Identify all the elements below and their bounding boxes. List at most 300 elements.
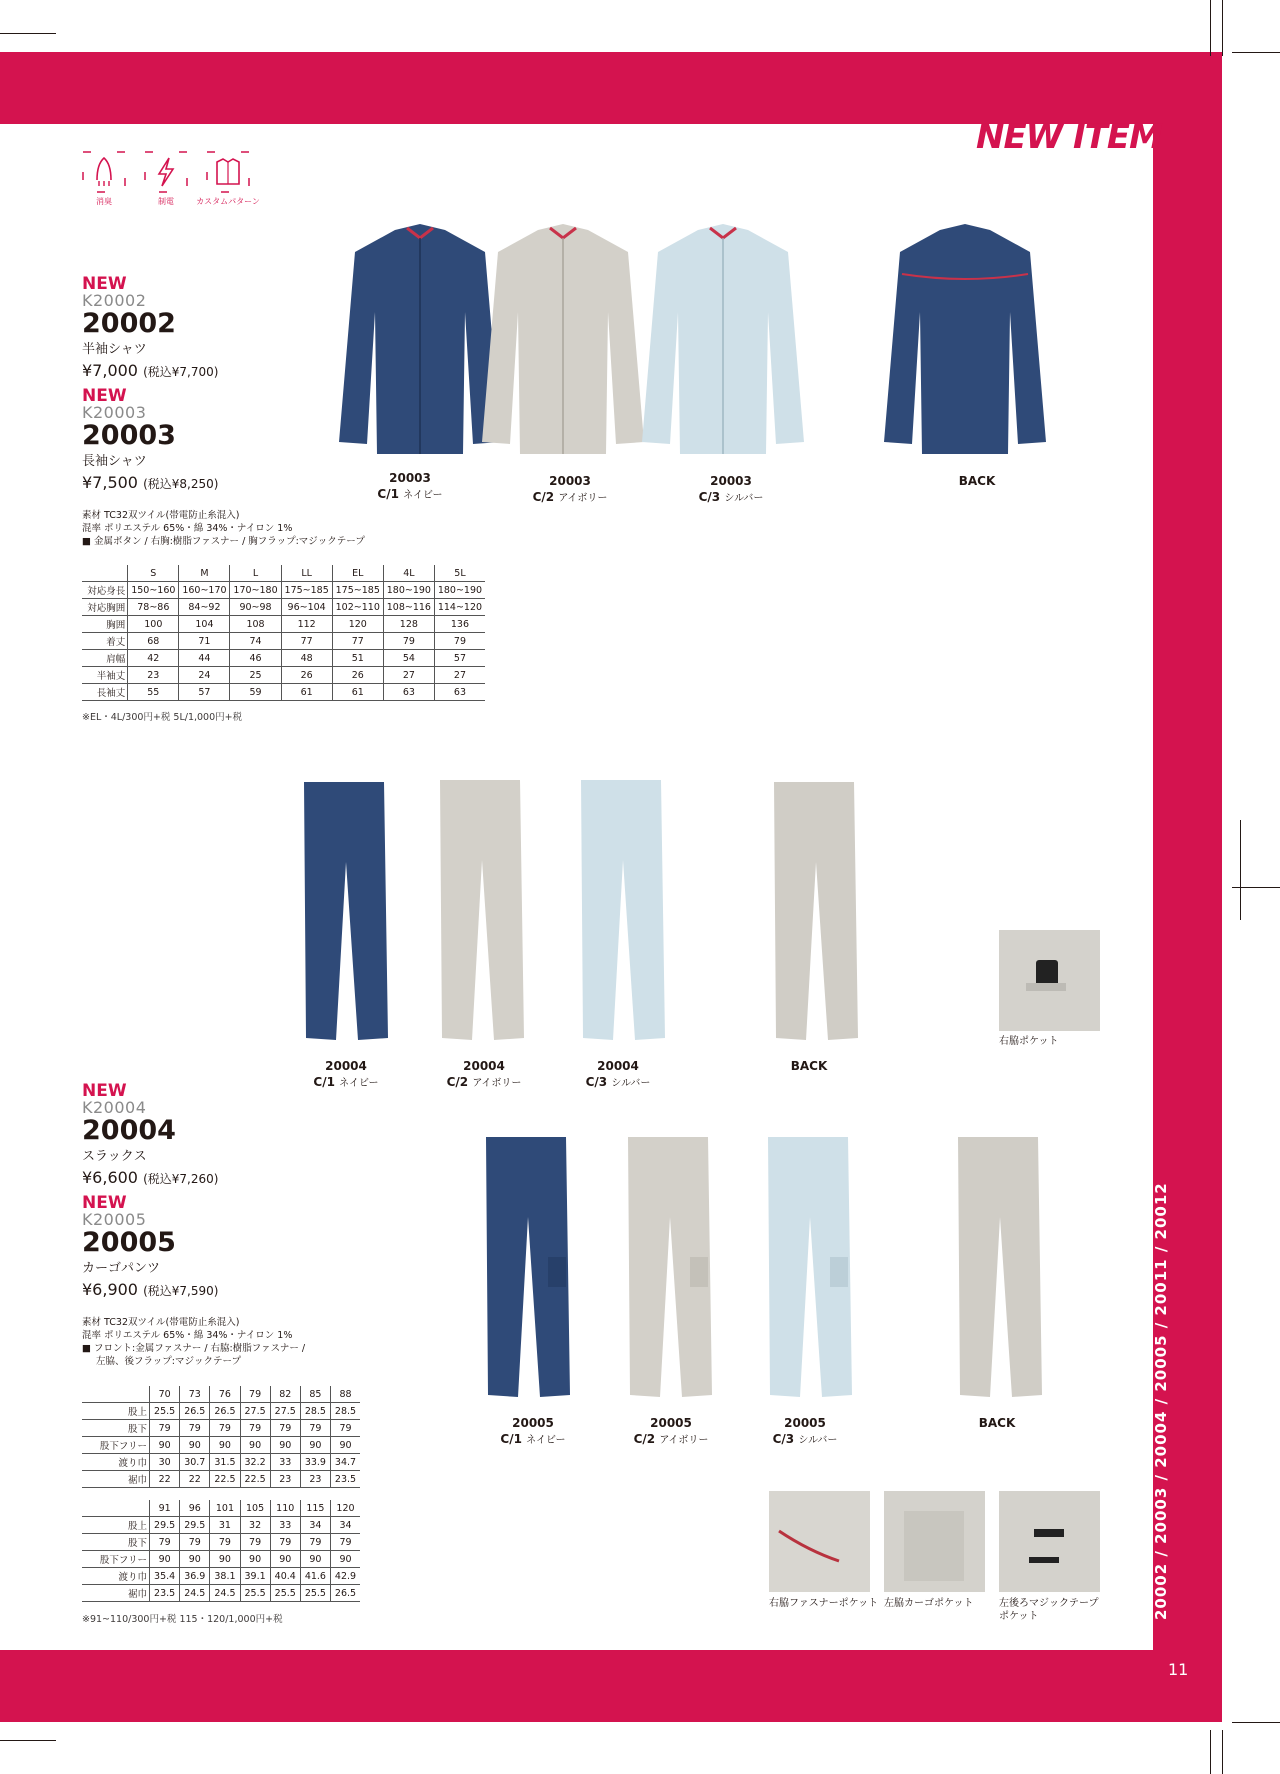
spec-line: 混率 ポリエステル 65%・綿 34%・ナイロン 1% [82, 1330, 293, 1341]
new-item-heading: NEW ITEM [976, 117, 1162, 157]
product-code: K20003 [82, 403, 147, 422]
spec-line: 素材 TC32双ツイル(帯電防止糸混入) [82, 1317, 240, 1328]
size-header-cell: 4L [383, 565, 434, 582]
size-cell: 27 [383, 667, 434, 684]
size-cell: 42.9 [330, 1568, 360, 1585]
size-row [82, 1517, 360, 1534]
size-cell: 25.5 [270, 1585, 300, 1602]
size-cell: 90 [150, 1551, 180, 1568]
size-cell: 108 [230, 616, 281, 633]
caption-color-code: C/1 [377, 487, 399, 501]
size-header-cell: 88 [330, 1386, 360, 1403]
size-cell: 26 [281, 667, 332, 684]
size-cell: 79 [240, 1534, 270, 1551]
size-cell: 33 [270, 1454, 300, 1471]
size-cell: 90 [240, 1551, 270, 1568]
spec-line: 素材 TC32双ツイル(帯電防止糸混入) [82, 510, 240, 521]
price-value: ¥6,900 [82, 1280, 138, 1299]
slacks-navy-photo [296, 782, 396, 1046]
size-cell: 30 [150, 1454, 180, 1471]
caption-color-name: シルバー [724, 493, 764, 504]
size-cell: 26.5 [330, 1585, 360, 1602]
size-header-cell: 5L [434, 565, 485, 582]
size-cell: 29.5 [150, 1517, 180, 1534]
size-cell: 61 [332, 684, 383, 701]
size-header-cell [82, 1500, 150, 1517]
price-value: ¥7,000 [82, 361, 138, 380]
size-cell: 61 [281, 684, 332, 701]
product-20004 [82, 1082, 218, 1191]
size-cell: 32 [240, 1517, 270, 1534]
size-cell: 120 [332, 616, 383, 633]
product-name: 半袖シャツ [82, 342, 147, 357]
product-20002 [82, 275, 218, 384]
size-header-cell: 82 [270, 1386, 300, 1403]
size-header-cell: S [128, 565, 179, 582]
custom-pattern-feature [196, 150, 260, 207]
product-code: K20005 [82, 1210, 147, 1229]
size-cell: 180~190 [383, 582, 434, 599]
size-cell: 55 [128, 684, 179, 701]
spec-line: ■ 金属ボタン / 右胸:樹脂ファスナー / 胸フラップ:マジックテープ [82, 536, 365, 547]
slacks-caption-back [759, 1058, 859, 1074]
price-tax: (税込¥7,260) [143, 1172, 219, 1186]
size-cell: 90 [270, 1551, 300, 1568]
size-cell: 78~86 [128, 599, 179, 616]
price-value: ¥7,500 [82, 473, 138, 492]
size-header-cell [82, 1386, 150, 1403]
size-row [82, 1420, 360, 1437]
size-cell: 25.5 [150, 1403, 180, 1420]
size-cell: 79 [270, 1420, 300, 1437]
cargo-detail-3-caption [999, 1597, 1099, 1623]
size-header-cell: 120 [330, 1500, 360, 1517]
caption-number: 20004 [597, 1059, 639, 1073]
cargo-navy-photo [478, 1137, 578, 1403]
product-price [82, 471, 218, 496]
antistatic-icon [143, 150, 189, 194]
size-cell: 46 [230, 650, 281, 667]
size-row-label: 股下 [82, 1534, 150, 1551]
size-row [82, 1568, 360, 1585]
size-cell: 31 [210, 1517, 240, 1534]
size-cell: 114~120 [434, 599, 485, 616]
size-cell: 79 [150, 1534, 180, 1551]
size-cell: 26.5 [210, 1403, 240, 1420]
spec-line: 混率 ポリエステル 65%・綿 34%・ナイロン 1% [82, 523, 293, 534]
cargo-detail-1-caption: 右脇ファスナーポケット [769, 1598, 879, 1609]
caption-number: BACK [958, 474, 996, 488]
custom-pattern-icon [205, 150, 251, 194]
cargo-caption-3 [755, 1415, 855, 1449]
product-price [82, 1278, 218, 1303]
size-header-row [82, 565, 485, 582]
shirt-material [82, 509, 365, 548]
size-row [82, 616, 485, 633]
size-row-label: 着丈 [82, 633, 128, 650]
size-header-cell: LL [281, 565, 332, 582]
size-cell: 77 [332, 633, 383, 650]
caption-number: 20004 [325, 1059, 367, 1073]
size-row-label: 渡り巾 [82, 1454, 150, 1471]
caption-color-code: C/2 [532, 490, 555, 504]
size-row [82, 1403, 360, 1420]
caption-color-name: ネイビー [526, 1435, 566, 1446]
product-name: 長袖シャツ [82, 454, 147, 469]
size-cell: 27.5 [240, 1403, 270, 1420]
size-header-cell [82, 565, 128, 582]
caption-number: 20003 [549, 474, 591, 488]
caption-number: 20005 [512, 1416, 554, 1430]
caption-number: 20003 [389, 471, 431, 485]
price-tax: (税込¥8,250) [143, 477, 219, 491]
cargo-detail-2-photo [884, 1491, 985, 1592]
slacks-pocket-detail-photo [999, 930, 1100, 1031]
size-cell: 84~92 [179, 599, 230, 616]
cargo-caption-1 [483, 1415, 583, 1449]
size-row [82, 1534, 360, 1551]
size-cell: 54 [383, 650, 434, 667]
size-row-label: 股下 [82, 1420, 150, 1437]
product-code: K20004 [82, 1098, 147, 1117]
size-cell: 23 [128, 667, 179, 684]
size-cell: 90 [300, 1437, 330, 1454]
caption-color-name: アイボリー [558, 493, 608, 504]
caption-number: BACK [978, 1416, 1016, 1430]
caption-color-code: C/1 [500, 1432, 522, 1446]
icon-label: 制電 [158, 197, 174, 206]
slacks-ivory-photo [432, 780, 532, 1046]
size-header-cell: M [179, 565, 230, 582]
size-header-cell: 79 [240, 1386, 270, 1403]
icon-label: 消臭 [96, 197, 112, 206]
size-cell: 108~116 [383, 599, 434, 616]
size-cell: 34.7 [330, 1454, 360, 1471]
caption-number: BACK [790, 1059, 828, 1073]
size-cell: 90 [300, 1551, 330, 1568]
size-cell: 90 [210, 1437, 240, 1454]
size-cell: 100 [128, 616, 179, 633]
product-number: 20004 [82, 1115, 176, 1146]
size-row-label: 裾巾 [82, 1471, 150, 1488]
size-cell: 90 [150, 1437, 180, 1454]
new-badge: NEW [82, 386, 127, 406]
size-row [82, 599, 485, 616]
price-value: ¥6,600 [82, 1168, 138, 1187]
cargo-detail-2-caption: 左脇カーゴポケット [884, 1598, 974, 1609]
size-cell: 79 [300, 1420, 330, 1437]
product-price [82, 359, 218, 384]
crop-mark [1210, 1730, 1211, 1774]
antistatic-feature [142, 150, 190, 207]
pants-size-table-2 [82, 1500, 360, 1602]
size-cell: 34 [330, 1517, 360, 1534]
size-cell: 41.6 [300, 1568, 330, 1585]
size-header-cell: L [230, 565, 281, 582]
caption-color-code: C/1 [313, 1075, 335, 1089]
size-row-label: 渡り巾 [82, 1568, 150, 1585]
size-cell: 28.5 [300, 1403, 330, 1420]
size-row-label: 股上 [82, 1403, 150, 1420]
crop-mark [1222, 1730, 1223, 1774]
size-cell: 96~104 [281, 599, 332, 616]
size-cell: 79 [180, 1420, 210, 1437]
size-header-cell: 70 [150, 1386, 180, 1403]
deodorant-feature [80, 150, 128, 207]
size-cell: 79 [180, 1534, 210, 1551]
size-header-cell: EL [332, 565, 383, 582]
size-cell: 128 [383, 616, 434, 633]
size-cell: 79 [330, 1534, 360, 1551]
caption-color-code: C/3 [772, 1432, 795, 1446]
size-cell: 79 [210, 1420, 240, 1437]
size-header-cell: 115 [300, 1500, 330, 1517]
size-cell: 57 [179, 684, 230, 701]
size-cell: 48 [281, 650, 332, 667]
size-cell: 160~170 [179, 582, 230, 599]
cargo-detail-3-photo [999, 1491, 1100, 1592]
shirt-size-table [82, 565, 485, 701]
size-cell: 39.1 [240, 1568, 270, 1585]
size-cell: 59 [230, 684, 281, 701]
cargo-back-photo [950, 1137, 1050, 1403]
size-cell: 22.5 [210, 1471, 240, 1488]
caption-color-name: シルバー [798, 1435, 838, 1446]
page-number: 11 [1168, 1660, 1189, 1679]
size-header-cell: 91 [150, 1500, 180, 1517]
cargo-ivory-photo [620, 1137, 720, 1403]
pants-size-table-1 [82, 1386, 360, 1488]
size-cell: 23.5 [150, 1585, 180, 1602]
crop-mark [1232, 1722, 1280, 1723]
size-cell: 68 [128, 633, 179, 650]
size-row-label: 股上 [82, 1517, 150, 1534]
product-number: 20003 [82, 420, 176, 451]
footer-band [0, 1650, 1222, 1722]
shirt-silver-photo [638, 222, 808, 466]
size-cell: 90 [180, 1551, 210, 1568]
size-cell: 175~185 [332, 582, 383, 599]
size-cell: 79 [434, 633, 485, 650]
size-cell: 24 [179, 667, 230, 684]
size-cell: 33 [270, 1517, 300, 1534]
shirt-caption-1 [360, 470, 460, 504]
caption-line: ポケット [999, 1611, 1039, 1622]
size-cell: 44 [179, 650, 230, 667]
crop-mark [1210, 0, 1211, 56]
deodorant-icon [81, 150, 127, 194]
size-cell: 90 [270, 1437, 300, 1454]
size-cell: 27.5 [270, 1403, 300, 1420]
size-cell: 74 [230, 633, 281, 650]
size-cell: 23 [270, 1471, 300, 1488]
caption-color-code: C/3 [698, 490, 721, 504]
size-row [82, 650, 485, 667]
size-cell: 32.2 [240, 1454, 270, 1471]
size-header-cell: 85 [300, 1386, 330, 1403]
size-row [82, 1454, 360, 1471]
size-cell: 79 [270, 1534, 300, 1551]
spec-line: ■ フロント:金属ファスナー / 右脇:樹脂ファスナー / [82, 1343, 306, 1354]
size-cell: 36.9 [180, 1568, 210, 1585]
new-badge: NEW [82, 1081, 127, 1101]
size-cell: 79 [300, 1534, 330, 1551]
size-cell: 136 [434, 616, 485, 633]
size-header-cell: 105 [240, 1500, 270, 1517]
caption-color-name: ネイビー [403, 490, 443, 501]
size-cell: 34 [300, 1517, 330, 1534]
size-cell: 23 [300, 1471, 330, 1488]
size-cell: 63 [434, 684, 485, 701]
caption-number: 20003 [710, 474, 752, 488]
size-cell: 77 [281, 633, 332, 650]
size-cell: 104 [179, 616, 230, 633]
caption-color-name: アイボリー [659, 1435, 709, 1446]
product-code: K20002 [82, 291, 147, 310]
size-header-row [82, 1386, 360, 1403]
size-cell: 79 [240, 1420, 270, 1437]
size-row-label: 胸囲 [82, 616, 128, 633]
size-cell: 22.5 [240, 1471, 270, 1488]
slacks-back-photo [766, 782, 866, 1046]
size-cell: 38.1 [210, 1568, 240, 1585]
size-cell: 90 [330, 1551, 360, 1568]
size-cell: 90 [210, 1551, 240, 1568]
size-row-label: 対応身長 [82, 582, 128, 599]
size-header-cell: 73 [180, 1386, 210, 1403]
size-cell: 90 [180, 1437, 210, 1454]
size-cell: 30.7 [180, 1454, 210, 1471]
size-row [82, 1551, 360, 1568]
caption-color-name: ネイビー [339, 1078, 379, 1089]
product-number: 20002 [82, 308, 176, 339]
spec-line: 左脇、後フラップ:マジックテープ [96, 1356, 242, 1367]
caption-color-code: C/2 [633, 1432, 656, 1446]
size-cell: 79 [210, 1534, 240, 1551]
shirt-back-photo [880, 222, 1050, 466]
pants-size-note: ※91~110/300円+税 115・120/1,000円+税 [82, 1614, 283, 1625]
size-cell: 79 [330, 1420, 360, 1437]
size-cell: 40.4 [270, 1568, 300, 1585]
product-name: スラックス [82, 1149, 147, 1164]
size-cell: 57 [434, 650, 485, 667]
size-row [82, 667, 485, 684]
crop-mark [1240, 820, 1241, 920]
size-cell: 26.5 [180, 1403, 210, 1420]
size-cell: 25 [230, 667, 281, 684]
size-cell: 26 [332, 667, 383, 684]
size-cell: 51 [332, 650, 383, 667]
new-badge: NEW [82, 1193, 127, 1213]
cargo-silver-photo [760, 1137, 860, 1403]
crop-mark [0, 1740, 56, 1741]
size-row-label: 股下フリー [82, 1551, 150, 1568]
slacks-caption-1 [296, 1058, 396, 1092]
size-cell: 35.4 [150, 1568, 180, 1585]
size-cell: 170~180 [230, 582, 281, 599]
caption-color-code: C/2 [446, 1075, 469, 1089]
size-cell: 28.5 [330, 1403, 360, 1420]
caption-number: 20005 [650, 1416, 692, 1430]
cargo-detail-1-photo [769, 1491, 870, 1592]
icon-label: カスタムパターン [196, 197, 260, 206]
size-cell: 71 [179, 633, 230, 650]
slacks-caption-2 [434, 1058, 534, 1092]
crop-mark [1232, 52, 1280, 53]
crop-mark [1232, 887, 1280, 888]
size-cell: 31.5 [210, 1454, 240, 1471]
product-name: カーゴパンツ [82, 1261, 161, 1276]
size-cell: 25.5 [300, 1585, 330, 1602]
size-row [82, 633, 485, 650]
size-cell: 102~110 [332, 599, 383, 616]
product-20005 [82, 1194, 218, 1303]
size-cell: 90 [330, 1437, 360, 1454]
shirt-caption-back [927, 473, 1027, 489]
size-cell: 23.5 [330, 1471, 360, 1488]
price-tax: (税込¥7,590) [143, 1284, 219, 1298]
size-cell: 79 [383, 633, 434, 650]
caption-number: 20004 [463, 1059, 505, 1073]
slacks-silver-photo [573, 780, 673, 1046]
pants-material [82, 1316, 305, 1368]
product-number: 20005 [82, 1227, 176, 1258]
size-header-cell: 76 [210, 1386, 240, 1403]
caption-line: 左後ろマジックテープ [999, 1598, 1099, 1609]
size-row-label: 半袖丈 [82, 667, 128, 684]
size-row [82, 1437, 360, 1454]
price-tax: (税込¥7,700) [143, 365, 219, 379]
caption-color-name: アイボリー [472, 1078, 522, 1089]
cargo-caption-2 [621, 1415, 721, 1449]
series-label: 20002 / 20003 / 20004 / 20005 / 20011 / 20012 [1152, 1182, 1170, 1620]
product-price [82, 1166, 218, 1191]
size-cell: 24.5 [210, 1585, 240, 1602]
size-cell: 79 [150, 1420, 180, 1437]
new-badge: NEW [82, 274, 127, 294]
shirt-caption-2 [520, 473, 620, 507]
size-row-label: 肩幅 [82, 650, 128, 667]
product-20003 [82, 387, 218, 496]
size-row [82, 1585, 360, 1602]
size-cell: 150~160 [128, 582, 179, 599]
feature-icons [80, 150, 260, 207]
caption-color-code: C/3 [585, 1075, 608, 1089]
shirt-caption-3 [681, 473, 781, 507]
size-cell: 27 [434, 667, 485, 684]
crop-mark [0, 33, 56, 34]
cargo-caption-back [947, 1415, 1047, 1431]
size-row-label: 対応胸囲 [82, 599, 128, 616]
size-row-label: 裾巾 [82, 1585, 150, 1602]
size-cell: 25.5 [240, 1585, 270, 1602]
caption-number: 20005 [784, 1416, 826, 1430]
size-cell: 175~185 [281, 582, 332, 599]
slacks-caption-3 [568, 1058, 668, 1092]
size-cell: 180~190 [434, 582, 485, 599]
size-cell: 42 [128, 650, 179, 667]
size-cell: 33.9 [300, 1454, 330, 1471]
size-header-cell: 96 [180, 1500, 210, 1517]
size-header-cell: 101 [210, 1500, 240, 1517]
size-cell: 22 [150, 1471, 180, 1488]
size-row-label: 長袖丈 [82, 684, 128, 701]
size-row [82, 582, 485, 599]
size-row [82, 684, 485, 701]
shirt-ivory-photo [478, 222, 648, 466]
size-cell: 112 [281, 616, 332, 633]
size-cell: 63 [383, 684, 434, 701]
